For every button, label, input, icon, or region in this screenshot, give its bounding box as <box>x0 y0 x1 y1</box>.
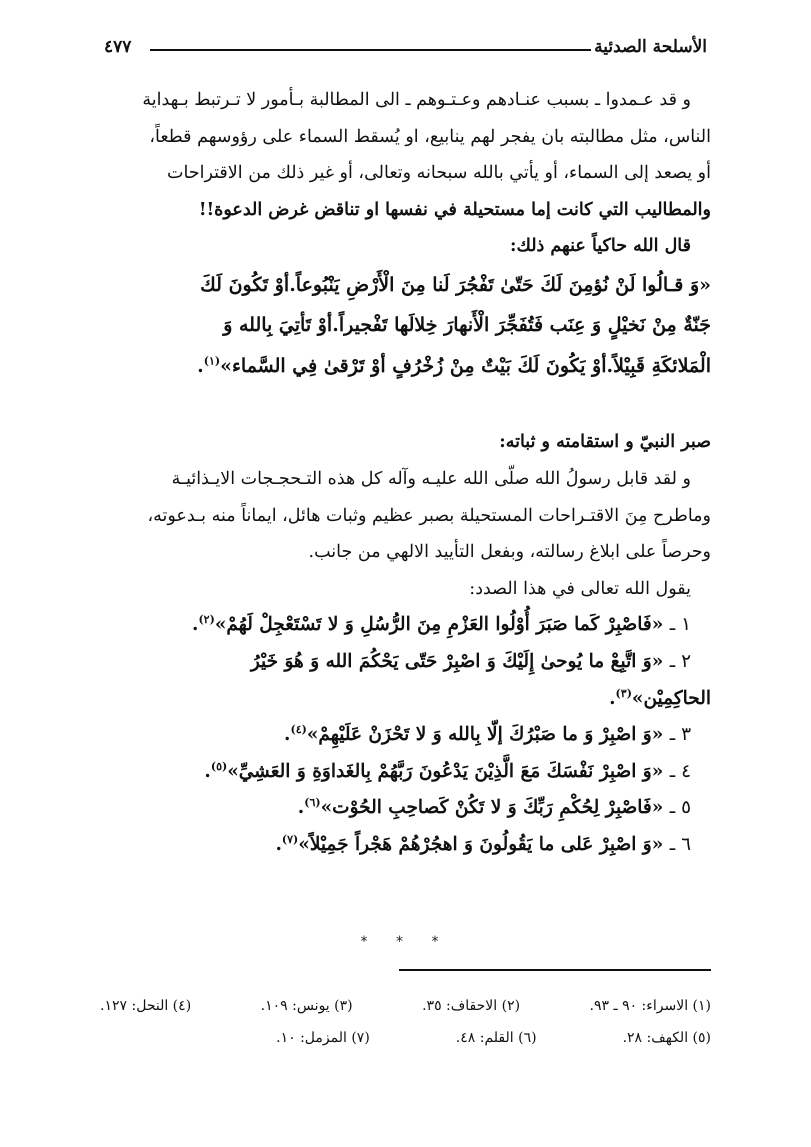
paragraph-line: أو يصعد إلى السماء، أو يأتي بالله سبحانه وتعالى، أو غير ذلك من الاقتراحات <box>167 163 711 184</box>
verse-list-item: ٢ ـ «وَ اتَّبِعْ ما يُوحىٰ إِلَيْكَ وَ اصْبِرْ حَتّى يَحْكُمَ الله وَ هُوَ خَيْرُ <box>250 651 691 673</box>
paragraph-line: وحرصاً على ابلاغ رسالته، وبفعل التأييد الالهي من جانب. <box>308 542 711 563</box>
verse-list-item: ٤ ـ «وَ اصْبِرْ نَفْسَكَ مَعَ الَّذِيْنَ يَدْعُونَ رَبَّهُمْ بِالغَداوَةِ وَ العَشِيِّ»$^{(٥)}$. <box>204 759 691 782</box>
footnote-ref: (٣) <box>615 686 632 700</box>
main-text <box>100 82 711 864</box>
footnote: (٣) يونس: ١٠٩. <box>260 998 353 1014</box>
verse-list-item: ٦ ـ «وَ اصْبِرْ عَلى ما يَقُولُونَ وَ اهجُرْهُمْ هَجْراً جَمِيْلاً»$^{(٧)}$. <box>275 832 691 855</box>
footnote-ref: (٧) <box>281 832 299 846</box>
verse-line: جَنّةٌ مِنْ نَخيْلٍ وَ عِنَب فَتُفَجِّرَ الْأَنهارَ خِلالَها تَفْجيراً.أوْ تَأتِيَ بِالله وَ <box>223 314 711 337</box>
quote-intro: قال الله حاكياً عنهم ذلك: <box>509 236 691 257</box>
spacer <box>100 386 711 424</box>
verse-line: الْمَلائكَةِ قَبِيْلاً.أوْ يَكُونَ لَكَ بَيْتٌ مِنْ زُخْرُفٍ أوْ تَرْقىٰ فِي السَّماء»$^{(١)}$. <box>197 354 711 377</box>
verse-list-item: ٥ ـ «فَاصْبِرْ لِحُكْمِ رَبِّكَ وَ لا تَكُنْ كَصاحِبِ الحُوْت»$^{(٦)}$. <box>297 796 691 819</box>
section-separator: * * * <box>360 934 451 950</box>
footnote: (١) الاسراء: ٩٠ ـ ٩٣. <box>589 998 711 1014</box>
chapter-title: الأسلحة الصدئية <box>594 37 707 57</box>
running-header <box>104 36 707 62</box>
footnote-ref: (٤) <box>290 723 307 737</box>
header-rule <box>150 49 591 51</box>
footnote-ref: (٦) <box>304 796 321 810</box>
footnote: (٧) المزمل: ١٠. <box>276 1030 370 1046</box>
footnote: (٢) الاحقاف: ٣٥. <box>422 998 521 1014</box>
paragraph-line: والمطاليب التي كانت إما مستحيلة في نفسها او تناقض غرض الدعوة!! <box>198 199 711 220</box>
footnote-row <box>100 1022 711 1054</box>
paragraph-line: يقول الله تعالى في هذا الصدد: <box>469 578 691 599</box>
footnote: (٥) الكهف: ٢٨. <box>622 1030 711 1046</box>
footnote: (٦) القلم: ٤٨. <box>455 1030 537 1046</box>
footnote-row <box>100 990 711 1022</box>
footnote-ref: (١) <box>203 354 221 368</box>
verse-list-item: ١ ـ «فَاصْبِرْ كَما صَبَرَ أُوْلُوا العَزْمِ مِنَ الرُّسُلِ وَ لا تَسْتَعْجِلْ لَهُمْ»$^{(٢)}$. <box>192 613 691 636</box>
verse-list-item: ٣ ـ «وَ اصْبِرْ وَ ما صَبْرُكَ إلّا بِالله وَ لا تَحْزَنْ عَلَيْهِمْ»$^{(٤)}$. <box>284 723 691 746</box>
footnotes <box>100 990 711 1054</box>
page-number: ٤٧٧ <box>104 37 132 57</box>
verse-text: الْمَلائكَةِ قَبِيْلاً.أوْ يَكُونَ لَكَ بَيْتٌ مِنْ زُخْرُفٍ أوْ تَرْقىٰ فِي السَّماء» <box>220 354 711 377</box>
verse-list-item-continued: الحاكِمِيْن»$^{(٣)}$. <box>609 686 711 709</box>
paragraph-line: وماطرح مِنَ الاقتـراحات المستحيلة بصبر عظيم وثبات هائل، ايماناً منه بـدعوته، <box>147 505 711 526</box>
paragraph-line: و قد عـمدوا ـ بسبب عنـادهم وعـتـوهم ـ الى المطالبة بـأمور لا تـرتبط بـهداية <box>142 90 691 110</box>
footnote-ref: (٢) <box>198 613 215 627</box>
paragraph-line: الناس، مثل مطالبته بان يفجر لهم ينابيع، او يُسقط السماء على رؤوسهم قطعاً، <box>149 126 711 147</box>
verse-line: «وَ قـالُوا لَنْ نُؤمِنَ لَكَ حَتّىٰ تَفْجُرَ لَنا مِنَ الْأَرْضِ يَنْبُوعاً.أوْ تَكُونَ لَكَ <box>200 273 711 296</box>
paragraph-line: و لقد قابل رسولُ الله صلّى الله عليـه وآله كل هذه التـحجـجات الايـذائيـة <box>171 469 691 490</box>
footnote: (٤) النحل: ١٢٧. <box>100 998 192 1014</box>
footnote-ref: (٥) <box>210 759 228 773</box>
section-heading: صبر النبيّ و استقامته و ثباته: <box>499 432 711 453</box>
footnote-rule <box>399 969 711 971</box>
